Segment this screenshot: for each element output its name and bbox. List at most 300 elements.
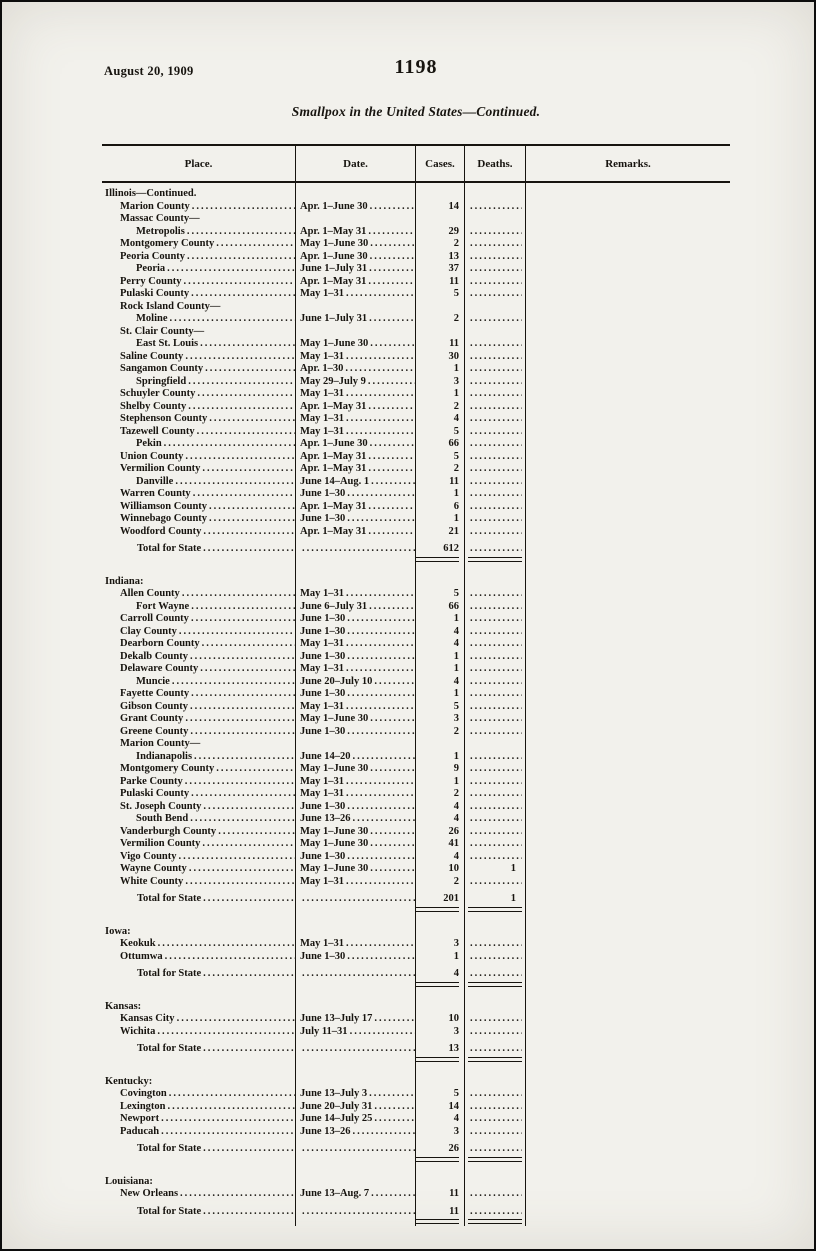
dot-leader — [368, 338, 415, 351]
remarks-cell — [525, 413, 730, 426]
dot-leader — [344, 788, 415, 801]
dot-leader — [468, 1026, 522, 1039]
place-cell — [102, 826, 295, 839]
cases-cell — [415, 688, 464, 701]
date-value: June 14–20 — [300, 750, 351, 762]
place-cell — [102, 388, 295, 401]
cases-cell — [415, 388, 464, 401]
cases-value: 14 — [448, 1100, 459, 1112]
remarks-cell — [525, 363, 730, 376]
place-name: New Orleans — [120, 1188, 179, 1199]
state-name: Kentucky: — [105, 1075, 153, 1087]
remarks-cell — [525, 543, 730, 556]
state-heading-row — [102, 1001, 730, 1014]
dot-leader — [345, 726, 415, 739]
dot-leader — [344, 776, 415, 789]
place-name: East St. Louis — [136, 338, 199, 349]
place-name: Woodford County — [120, 525, 202, 537]
data-row — [102, 638, 730, 651]
dot-leader — [344, 351, 415, 364]
dot-leader — [468, 776, 522, 789]
dot-leader — [300, 968, 415, 981]
cases-cell — [415, 651, 464, 664]
deaths-cell — [464, 938, 525, 951]
cases-value: 66 — [448, 600, 459, 612]
deaths-cell — [464, 751, 525, 764]
date-cell — [295, 476, 415, 489]
cases-value: 4 — [453, 638, 459, 649]
deaths-cell — [464, 926, 525, 939]
deaths-cell — [464, 651, 525, 664]
cases-cell — [415, 906, 464, 914]
data-row — [102, 838, 730, 851]
remarks-cell — [525, 914, 730, 926]
dot-leader — [195, 388, 295, 401]
place-name: Schuyler County — [120, 388, 196, 399]
dot-leader — [188, 813, 295, 826]
cases-cell — [415, 1064, 464, 1076]
date-cell — [295, 1143, 415, 1156]
deaths-cell — [464, 776, 525, 789]
cases-cell — [415, 626, 464, 639]
place-name: Ottumwa — [120, 950, 163, 962]
cases-cell — [415, 751, 464, 764]
cases-value: 1 — [453, 513, 459, 524]
cases-cell — [415, 1056, 464, 1064]
dot-leader — [201, 1143, 295, 1156]
cases-cell — [415, 363, 464, 376]
place-cell — [102, 1143, 295, 1156]
cases-cell — [415, 601, 464, 614]
dot-leader — [344, 663, 415, 676]
cases-value: 4 — [453, 800, 459, 812]
date-cell — [295, 564, 415, 576]
spacer-row — [102, 1164, 730, 1176]
place-name: Keokuk — [120, 938, 156, 949]
remarks-cell — [525, 1126, 730, 1139]
date-value: June 13–July 3 — [300, 1088, 368, 1099]
cases-value: 1 — [453, 663, 459, 674]
date-cell — [295, 701, 415, 714]
date-cell — [295, 351, 415, 364]
date-cell — [295, 906, 415, 914]
deaths-cell — [464, 763, 525, 776]
dot-leader — [200, 838, 295, 851]
deaths-cell — [464, 1001, 525, 1014]
dot-leader — [366, 526, 415, 539]
place-name: Massac County— — [120, 213, 200, 224]
place-cell — [102, 788, 295, 801]
place-cell — [102, 276, 295, 289]
place-cell — [102, 556, 295, 564]
date-cell — [295, 876, 415, 889]
remarks-cell — [525, 326, 730, 339]
date-cell — [295, 513, 415, 526]
dot-leader — [159, 1113, 295, 1126]
dot-leader — [468, 726, 522, 739]
dot-leader — [468, 263, 522, 276]
date-cell — [295, 338, 415, 351]
remarks-cell — [525, 651, 730, 664]
place-name: Shelby County — [120, 400, 187, 412]
place-name: Moline — [136, 313, 168, 324]
total-cases-value: 612 — [443, 543, 459, 554]
double-rule — [468, 557, 522, 562]
dot-leader — [177, 626, 295, 639]
cases-value: 1 — [453, 613, 459, 624]
deaths-cell — [464, 826, 525, 839]
dot-leader — [468, 388, 522, 401]
place-cell — [102, 326, 295, 339]
dot-leader — [167, 1088, 295, 1101]
dot-leader — [468, 376, 522, 389]
place-name: Vermilion County — [120, 838, 201, 849]
dot-leader — [177, 851, 296, 864]
remarks-cell — [525, 1043, 730, 1056]
dot-leader — [201, 1043, 295, 1056]
deaths-cell — [464, 968, 525, 981]
remarks-cell — [525, 513, 730, 526]
date-value: May 1–31 — [300, 638, 345, 649]
data-row — [102, 401, 730, 414]
place-cell — [102, 738, 295, 751]
dot-leader — [468, 251, 522, 264]
deaths-cell — [464, 801, 525, 814]
date-cell — [295, 751, 415, 764]
remarks-cell — [525, 826, 730, 839]
dot-leader — [468, 1088, 522, 1101]
remarks-cell — [525, 738, 730, 751]
remarks-cell — [525, 676, 730, 689]
dot-leader — [200, 463, 295, 476]
cases-cell — [415, 526, 464, 539]
dot-leader — [366, 226, 415, 239]
dot-leader — [468, 1206, 522, 1219]
date-cell — [295, 488, 415, 501]
cases-cell — [415, 638, 464, 651]
date-value: June 20–July 31 — [300, 1100, 373, 1112]
cases-cell — [415, 676, 464, 689]
dot-leader — [189, 601, 295, 614]
data-row — [102, 813, 730, 826]
date-cell — [295, 613, 415, 626]
date-value: June 1–30 — [300, 488, 346, 499]
deaths-cell — [464, 1088, 525, 1101]
deaths-cell — [464, 413, 525, 426]
place-name: Stephenson County — [120, 413, 208, 424]
date-cell — [295, 463, 415, 476]
deaths-cell — [464, 1064, 525, 1076]
cases-cell — [415, 776, 464, 789]
deaths-cell — [464, 1206, 525, 1219]
date-cell — [295, 1113, 415, 1126]
deaths-cell — [464, 488, 525, 501]
place-name: Peoria — [136, 263, 166, 274]
date-value: Apr. 1–June 30 — [300, 250, 368, 262]
place-cell — [102, 651, 295, 664]
place-name: Wayne County — [120, 863, 187, 874]
deaths-cell — [464, 438, 525, 451]
remarks-cell — [525, 376, 730, 389]
date-value: May 1–31 — [300, 700, 345, 712]
data-row — [102, 351, 730, 364]
remarks-cell — [525, 263, 730, 276]
data-row — [102, 701, 730, 714]
cases-cell — [415, 413, 464, 426]
date-value: June 13–26 — [300, 1125, 351, 1137]
place-cell — [102, 426, 295, 439]
date-cell — [295, 201, 415, 214]
date-cell — [295, 713, 415, 726]
remarks-cell — [525, 501, 730, 514]
remarks-cell — [525, 613, 730, 626]
date-cell — [295, 1056, 415, 1064]
dot-leader — [190, 201, 295, 214]
deaths-cell — [464, 914, 525, 926]
date-cell — [295, 188, 415, 201]
place-cell — [102, 863, 295, 876]
dot-leader — [468, 876, 522, 889]
remarks-cell — [525, 463, 730, 476]
remarks-cell — [525, 401, 730, 414]
date-value: Apr. 1–May 31 — [300, 450, 367, 462]
date-cell — [295, 1076, 415, 1089]
date-cell — [295, 801, 415, 814]
data-row — [102, 288, 730, 301]
place-name: St. Clair County— — [120, 325, 205, 337]
remarks-cell — [525, 638, 730, 651]
column-header-remarks: Remarks. — [525, 146, 730, 181]
dot-leader — [189, 788, 295, 801]
place-name: Danville — [136, 475, 174, 487]
total-label: Total for State — [137, 1205, 202, 1217]
place-name: Fort Wayne — [136, 600, 190, 612]
remarks-cell — [525, 338, 730, 351]
deaths-cell — [464, 1101, 525, 1114]
data-row — [102, 601, 730, 614]
remarks-cell — [525, 1064, 730, 1076]
date-value: June 14–Aug. 1 — [300, 475, 370, 487]
dot-leader — [367, 263, 415, 276]
dot-leader — [366, 376, 415, 389]
cases-value: 3 — [453, 375, 459, 387]
cases-cell — [415, 713, 464, 726]
place-name: Muncie — [136, 675, 170, 687]
state-heading-row — [102, 926, 730, 939]
deaths-cell — [464, 1043, 525, 1056]
cases-value: 1 — [453, 488, 459, 499]
page-number: 1198 — [394, 56, 438, 78]
place-cell — [102, 1188, 295, 1201]
place-cell — [102, 713, 295, 726]
dot-leader — [344, 701, 415, 714]
place-cell — [102, 893, 295, 906]
deaths-cell — [464, 426, 525, 439]
date-value: June 1–July 31 — [300, 313, 368, 324]
cases-value: 5 — [453, 700, 459, 712]
data-row — [102, 938, 730, 951]
date-cell — [295, 663, 415, 676]
dot-leader — [188, 726, 295, 739]
place-cell — [102, 401, 295, 414]
place-name: Marion County— — [120, 738, 201, 749]
remarks-cell — [525, 1101, 730, 1114]
dot-leader — [468, 363, 522, 376]
dot-leader — [300, 1143, 415, 1156]
state-heading-row — [102, 1076, 730, 1089]
cases-cell — [415, 201, 464, 214]
place-cell — [102, 313, 295, 326]
place-cell — [102, 413, 295, 426]
date-cell — [295, 263, 415, 276]
dot-leader — [468, 938, 522, 951]
double-rule — [416, 982, 459, 987]
date-cell — [295, 688, 415, 701]
cases-cell — [415, 1026, 464, 1039]
deaths-cell — [464, 451, 525, 464]
cases-value: 26 — [448, 825, 459, 837]
dot-leader — [368, 826, 415, 839]
dot-leader — [165, 263, 295, 276]
date-cell — [295, 638, 415, 651]
deaths-cell — [464, 663, 525, 676]
deaths-cell — [464, 326, 525, 339]
table-body — [102, 183, 730, 1226]
dot-leader — [344, 288, 415, 301]
remarks-cell — [525, 951, 730, 964]
dot-leader — [369, 476, 415, 489]
date-cell — [295, 1164, 415, 1176]
dot-leader — [372, 1113, 415, 1126]
place-cell — [102, 851, 295, 864]
place-name: Greene County — [120, 725, 189, 737]
cases-cell — [415, 576, 464, 589]
dot-leader — [186, 376, 295, 389]
data-row — [102, 713, 730, 726]
dot-leader — [207, 413, 295, 426]
deaths-cell — [464, 601, 525, 614]
deaths-cell — [464, 351, 525, 364]
dot-leader — [368, 251, 415, 264]
dot-leader — [368, 763, 415, 776]
remarks-cell — [525, 1113, 730, 1126]
deaths-cell — [464, 263, 525, 276]
dot-leader — [183, 351, 295, 364]
deaths-cell — [464, 301, 525, 314]
dot-leader — [468, 288, 522, 301]
deaths-cell — [464, 726, 525, 739]
dot-leader — [345, 651, 415, 664]
place-name: St. Joseph County — [120, 800, 202, 812]
deaths-cell — [464, 1056, 525, 1064]
deaths-cell — [464, 276, 525, 289]
dot-leader — [345, 488, 415, 501]
dot-leader — [201, 543, 295, 556]
date-value: May 1–June 30 — [300, 338, 369, 349]
dot-leader — [468, 1113, 522, 1126]
cases-cell — [415, 663, 464, 676]
remarks-cell — [525, 1156, 730, 1164]
deaths-cell — [464, 576, 525, 589]
deaths-cell — [464, 981, 525, 989]
dot-leader — [300, 543, 415, 556]
date-cell — [295, 726, 415, 739]
cases-cell — [415, 893, 464, 906]
total-row — [102, 1043, 730, 1056]
cases-cell — [415, 1164, 464, 1176]
double-rule-row — [102, 556, 730, 564]
date-value: June 1–30 — [300, 800, 346, 812]
data-row — [102, 726, 730, 739]
place-cell — [102, 1164, 295, 1176]
data-row — [102, 751, 730, 764]
date-value: June 20–July 10 — [300, 675, 373, 687]
cases-value: 4 — [453, 813, 459, 824]
remarks-cell — [525, 788, 730, 801]
dot-leader — [468, 201, 522, 214]
date-value: May 1–31 — [300, 788, 345, 799]
date-cell — [295, 601, 415, 614]
place-name: Fayette County — [120, 688, 190, 699]
cases-value: 1 — [453, 688, 459, 699]
deaths-cell — [464, 788, 525, 801]
remarks-cell — [525, 388, 730, 401]
date-value: Apr. 1–May 31 — [300, 525, 367, 537]
double-rule-row — [102, 1156, 730, 1164]
data-row — [102, 588, 730, 601]
cases-value: 2 — [453, 463, 459, 474]
cases-cell — [415, 876, 464, 889]
remarks-cell — [525, 251, 730, 264]
dot-leader — [159, 1126, 295, 1139]
remarks-cell — [525, 301, 730, 314]
deaths-cell — [464, 713, 525, 726]
place-name: Williamson County — [120, 500, 208, 512]
cases-cell — [415, 1043, 464, 1056]
cases-cell — [415, 501, 464, 514]
dot-leader — [185, 251, 295, 264]
place-cell — [102, 763, 295, 776]
place-name: Lexington — [120, 1100, 166, 1112]
state-heading-row — [102, 1176, 730, 1189]
place-cell — [102, 1126, 295, 1139]
place-cell — [102, 501, 295, 514]
date-cell — [295, 1043, 415, 1056]
dot-leader — [468, 543, 522, 556]
place-cell — [102, 926, 295, 939]
dot-leader — [468, 751, 522, 764]
remarks-cell — [525, 1013, 730, 1026]
date-cell — [295, 1218, 415, 1226]
deaths-cell — [464, 876, 525, 889]
remarks-cell — [525, 288, 730, 301]
dot-leader — [180, 588, 295, 601]
date-cell — [295, 376, 415, 389]
place-cell — [102, 938, 295, 951]
dot-leader — [468, 1043, 522, 1056]
data-row — [102, 276, 730, 289]
column-header-deaths: Deaths. — [464, 146, 525, 181]
place-cell — [102, 1113, 295, 1126]
place-cell — [102, 451, 295, 464]
total-cases-value: 13 — [448, 1043, 459, 1054]
dot-leader — [468, 1126, 522, 1139]
cases-cell — [415, 1126, 464, 1139]
date-cell — [295, 1188, 415, 1201]
dot-leader — [468, 476, 522, 489]
date-cell — [295, 276, 415, 289]
state-name: Iowa: — [105, 925, 131, 937]
